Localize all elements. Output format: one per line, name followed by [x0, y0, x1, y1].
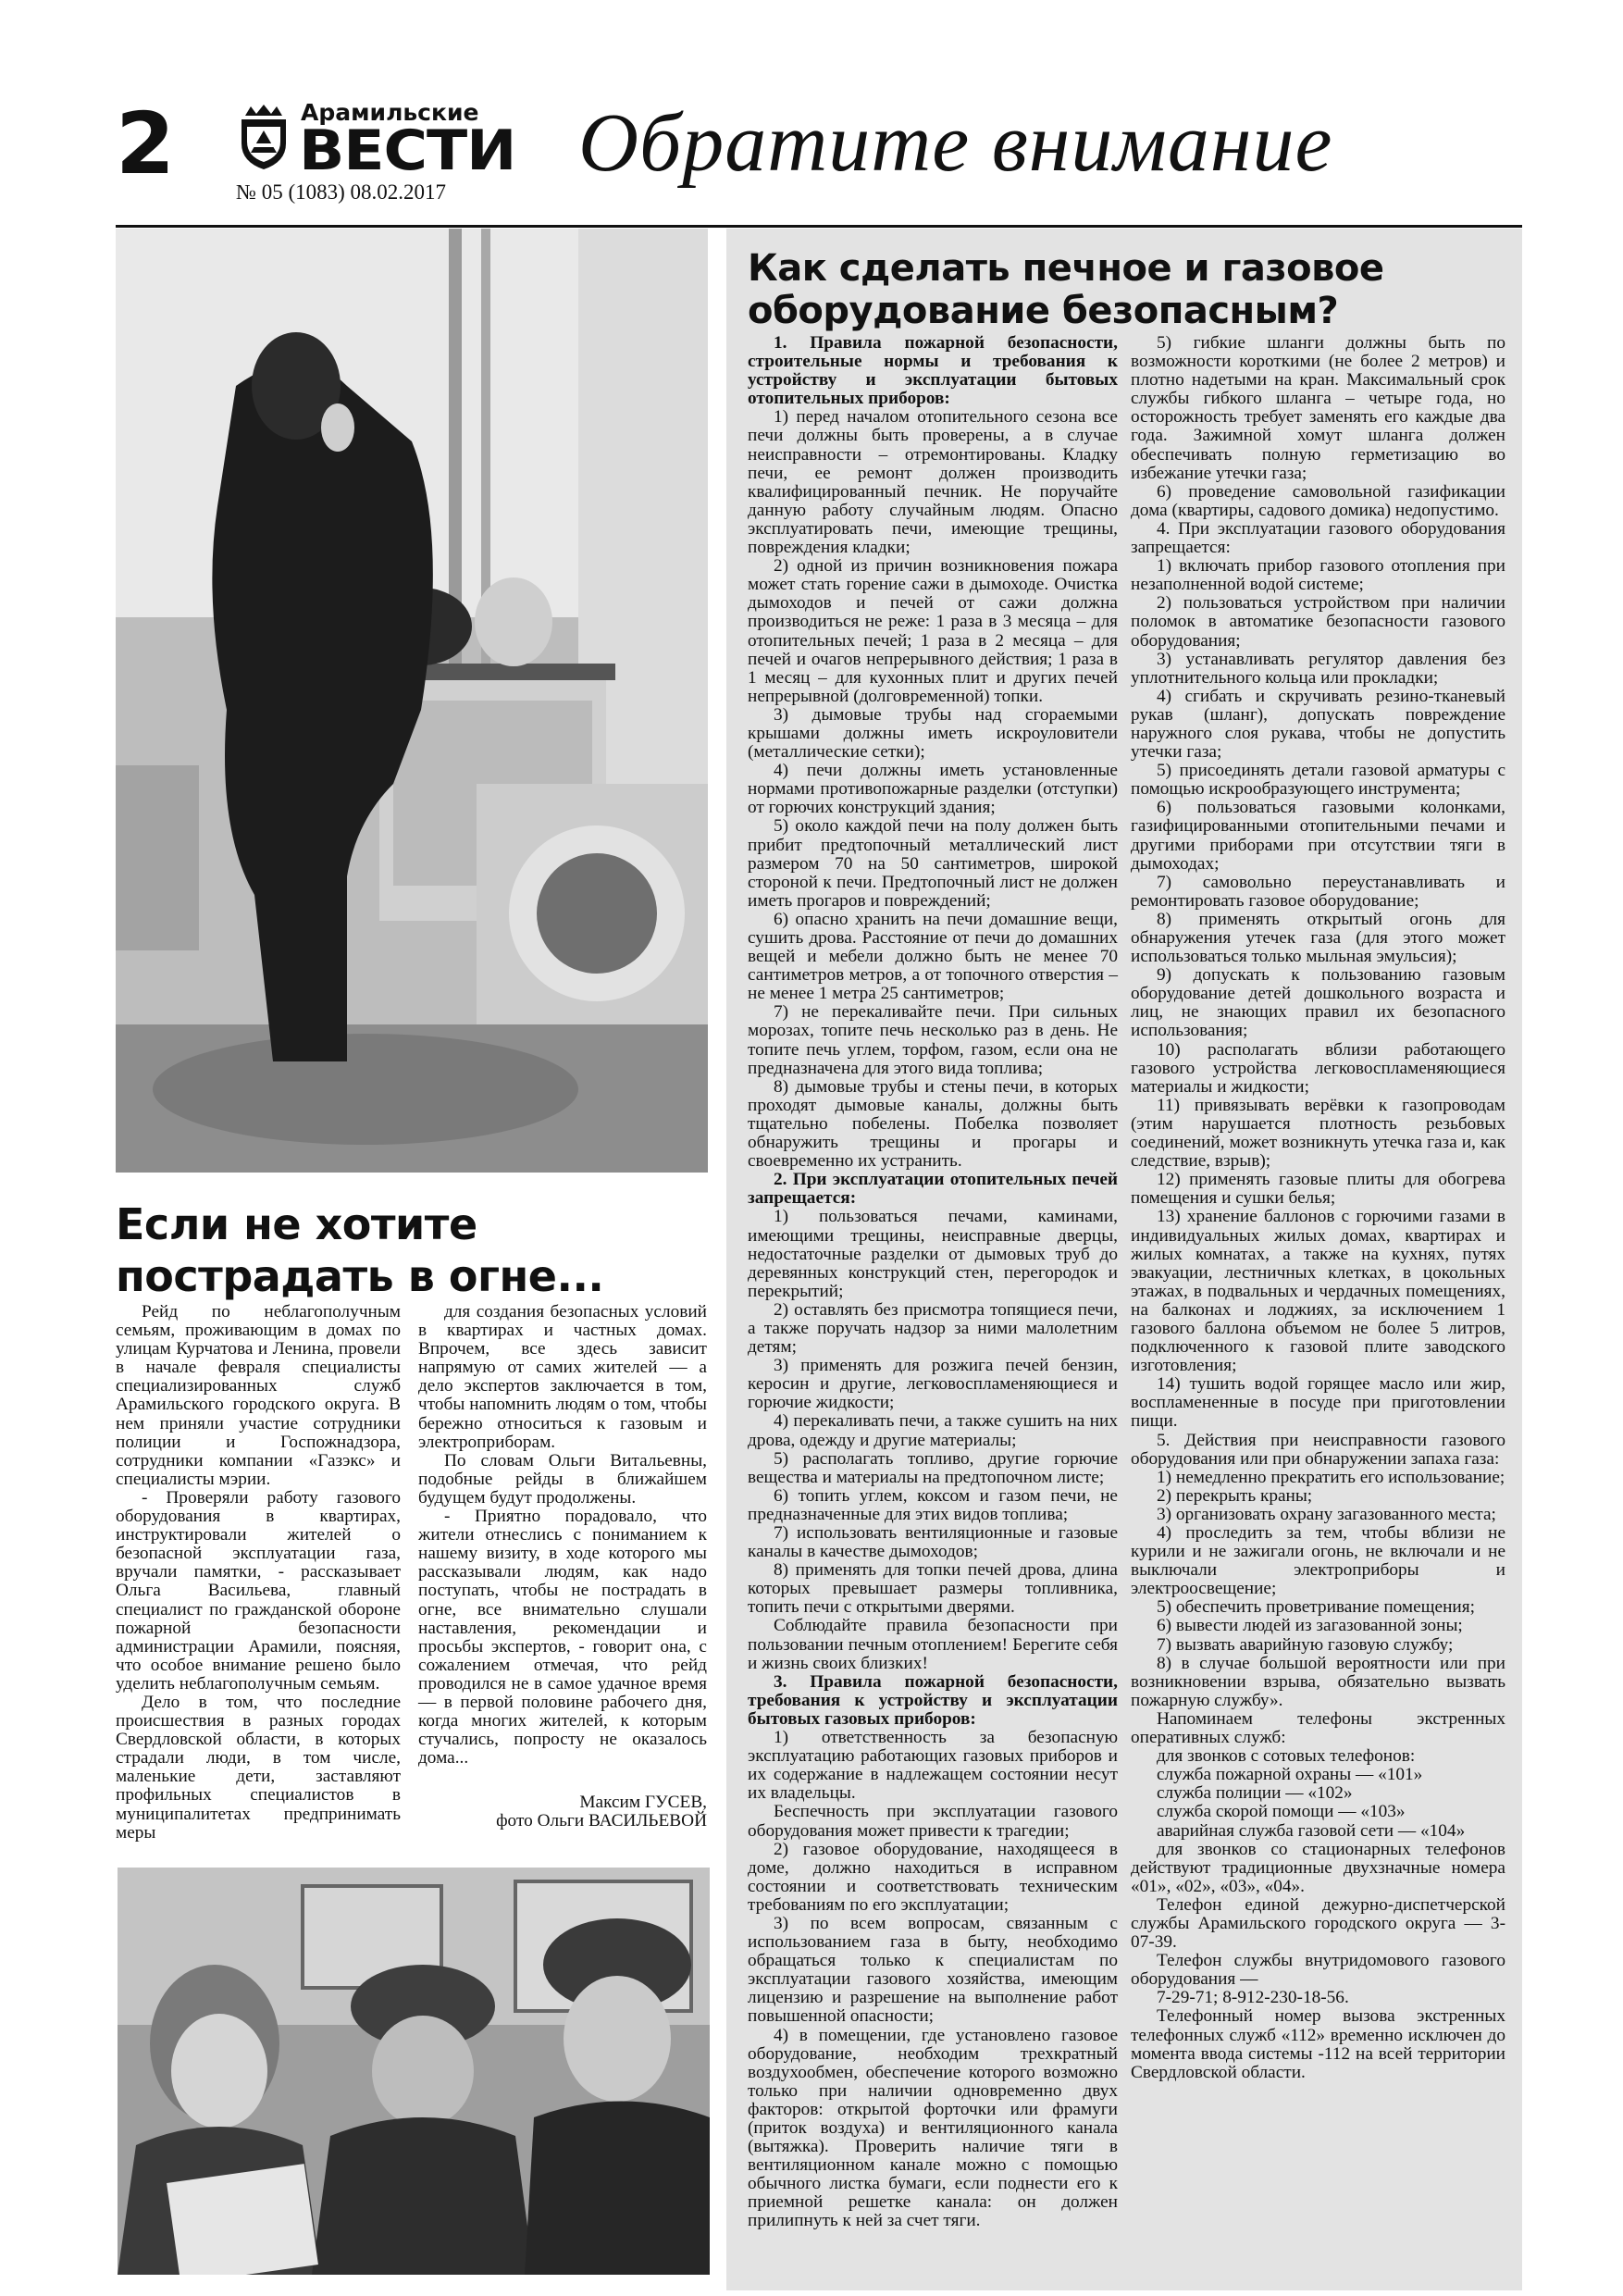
- section-heading: 1. Правила пожарной безопасности, строительные нормы и требования к устройству и эксплуатации бытовых отопительных приборов:: [748, 333, 1118, 409]
- list-item: 4) в помещении, где установлено газовое оборудование, необходим трехкратный воздухообмен, обеспечение которого возможно только при наличии одновременно двух факторов: открытой форточки или фрамуги (приток воздуха) и вентиляционного канала (вытяжка). Проверить наличие тяги в вентиляционном канале можно с помощью обычного листка бумаги, если поднести его к приемной решетке канала: он должен прилипнуть к ней за счет тяги.: [748, 2025, 1118, 2231]
- list-item: 2) одной из причин возникновения пожара может стать горение сажи в дымоходе. Очистка дымоходов и печей от сажи должна производиться не реже: 1 раза в 3 месяца – для отопительных печей; 1 раза в 2 месяца – для печей и очагов непрерывного действия; 1 раза в 1 месяц – для кухонных плит и других печей непрерывной (долговременной) топки.: [748, 556, 1118, 706]
- paragraph: Дело в том, что последние происшествия в разных городах Свердловской области, в которых страдали люди, в том числе, маленькие дети, заставляют профильных специалистов в муниципалитетах предпринимать меры: [116, 1692, 401, 1843]
- list-item: 3) применять для розжига печей бензин, керосин и другие, легковоспламеняющиеся и горючие жидкости;: [748, 1356, 1118, 1413]
- list-item: 7) вызвать аварийную газовую службу;: [1157, 1634, 1454, 1655]
- list-item: 12) применять газовые плиты для обогрева помещения и сушки белья;: [1131, 1170, 1505, 1209]
- paragraph: - Приятно порадовало, что жители отнеслись с пониманием к нашему визиту, в ходе которого мы рассказывали людям, как надо поступать, чтобы не пострадать в огне, все внимательно слушали наставления, рекомендации и просьбы экспертов, - говорит она, с сожалением отмечая, что рейд проводился не в самое удачное время — в первой половине рабочего дня, когда многих жителей, к которым стучались, попросту не оказалось дома...: [418, 1507, 707, 1769]
- list-item: 5) гибкие шланги должны быть по возможности короткими (не более 2 метров) и плотно надетыми на кран. Максимальный срок службы гибкого шланга – четыре года, но осторожность требует заменять его каждые два года. Зажимной хомут шланга должен обеспечивать полную герметизацию во избежание утечки газа;: [1131, 333, 1505, 483]
- left-article-column-1: [116, 1303, 401, 1843]
- list-item: 6) проведение самовольной газификации дома (квартиры, садового домика) недопустимо.: [1131, 481, 1505, 520]
- photo-credit: фото Ольги ВАСИЛЬЕВОЙ: [496, 1811, 707, 1831]
- list-item: 2) оставлять без присмотра топящиеся печи, а также поручать надзор за ними малолетним детям;: [748, 1299, 1118, 1358]
- paragraph: По словам Ольги Витальевны, подобные рейды в ближайшем будущем будут продолжены.: [418, 1450, 707, 1508]
- section-heading: 4. При эксплуатации газового оборудования запрещается:: [1131, 518, 1505, 558]
- list-item: 6) вывести людей из загазованной зоны;: [1157, 1616, 1463, 1636]
- list-item: 6) пользоваться газовыми колонками, газифицированными отопительными печами и другими приборами при отсутствии тяги в дымоходах;: [1131, 798, 1505, 874]
- list-item: 5) около каждой печи на полу должен быть прибит предтопочный металлический лист размером 70 на 50 сантиметров, широкой стороной к печи. Предтопочный лист не должен иметь прогаров и повреждений;: [748, 816, 1118, 911]
- phones-intro: для звонков с сотовых телефонов:: [1157, 1746, 1416, 1767]
- phone-gas: аварийная служба газовой сети — «104»: [1157, 1820, 1466, 1841]
- phone-fire: служба пожарной охраны — «101»: [1157, 1765, 1423, 1785]
- list-item: 4) сгибать и скручивать резино-тканевый рукав (шланг), допускать повреждение наружного слоя рукава, чтобы не допустить утечки газа;: [1131, 686, 1505, 763]
- left-article-column-2: [418, 1303, 707, 1831]
- right-article-title: [748, 247, 1506, 332]
- list-item: 8) применять открытый огонь для обнаружения утечек газа (для этого может использоваться только мыльная эмульсия);: [1131, 909, 1505, 967]
- note: Соблюдайте правила безопасности при пользовании печным отоплением! Берегите себя и жизнь своих близких!: [748, 1616, 1118, 1673]
- list-item: 8) дымовые трубы и стены печи, в которых проходят дымовые каналы, должны быть тщательно побелены. Побелка позволяет обнаружить трещины и прогары и своевременно их устранить.: [748, 1076, 1118, 1172]
- list-item: Беспечность при эксплуатации газового оборудования может привести к трагедии;: [748, 1802, 1118, 1841]
- list-item: 1) включать прибор газового отопления при незаполненной водой системе;: [1131, 556, 1505, 595]
- coat-of-arms-icon: [236, 103, 291, 171]
- list-item: 2) газовое оборудование, находящееся в доме, должно находиться в исправном состоянии и соответствовать техническим требованиям по его эксплуатации;: [748, 1839, 1118, 1915]
- right-article-column-1: [748, 334, 1118, 2231]
- list-item: 3) по всем вопросам, связанным с использованием газа в быту, необходимо обращаться только к специалистам по эксплуатации газового хозяйства, имеющим лицензию и разрешение на выполнение работ повышенной опасности;: [748, 1913, 1118, 2027]
- list-item: 7) использовать вентиляционные и газовые каналы в качестве дымоходов;: [748, 1523, 1118, 1562]
- list-item: 14) тушить водой горящее масло или жир, воспламененные в посуде при приготовлении пищи.: [1131, 1374, 1505, 1432]
- list-item: 1) перед началом отопительного сезона все печи должны быть проверены, а в случае неисправности – отремонтированы. Кладку печи, ее ремонт должен производить квалифицированный печник. Не поручайте данную работу случайным людям. Опасно эксплуатировать печи, имеющие трещины, повреждения кладки;: [748, 407, 1118, 558]
- list-item: 1) ответственность за безопасную эксплуатацию работающих газовых приборов и их содержание в надлежащем состоянии несут их владельцы.: [748, 1728, 1118, 1804]
- left-article-title: [116, 1198, 717, 1302]
- paragraph: для звонков со стационарных телефонов действуют традиционные двухзначные номера «01», «02», «03», «04».: [1131, 1839, 1505, 1896]
- section-heading: 2. При эксплуатации отопительных печей запрещается:: [748, 1170, 1118, 1209]
- photo-man-at-stove: [116, 229, 708, 1173]
- right-article-title-line1: Как сделать печное и газовое: [748, 247, 1384, 290]
- list-item: 5) присоединять детали газовой арматуры с помощью искрообразующего инструмента;: [1131, 761, 1505, 800]
- list-item: 4) перекаливать печи, а также сушить на них дрова, одежду и другие материалы;: [748, 1411, 1118, 1450]
- section-heading: 3. Правила пожарной безопасности, требования к устройству и эксплуатации бытовых газовых приборов:: [748, 1671, 1118, 1729]
- author-signature: Максим ГУСЕВ,: [579, 1793, 707, 1813]
- list-item: 8) применять для топки печей дрова, длина которых превышает размеры топливника, топить печи с открытыми дверями.: [748, 1560, 1118, 1618]
- list-item: 7) самовольно переустанавливать и ремонтировать газовое оборудование;: [1131, 872, 1505, 911]
- section-heading: 5. Действия при неисправности газового оборудования или при обнаружении запаха газа:: [1131, 1430, 1505, 1469]
- list-item: 4) проследить за тем, чтобы вблизи не курили и не зажигали огонь, не включали и не выключали электроприборы и электроосвещение;: [1131, 1523, 1505, 1599]
- paragraph: Телефон службы внутридомового газового оборудования —: [1131, 1951, 1505, 1990]
- list-item: 3) дымовые трубы над сгораемыми крышами должны иметь искроуловители (металлические сетки);: [748, 704, 1118, 763]
- paragraph: Рейд по неблагополучным семьям, проживающим в домах по улицам Курчатова и Ленина, провели в начале февраля специалисты специализированных служб Арамильского городского округа. В нем приняли участие сотрудники полиции и Госпожнадзора, сотрудники компании «Газэкс» и специалисты мэрии.: [116, 1302, 401, 1489]
- list-item: 1) немедленно прекратить его использование;: [1157, 1467, 1505, 1487]
- section-title: Обратите внимание: [578, 97, 1333, 189]
- issue-number-date: № 05 (1083) 08.02.2017: [236, 180, 447, 204]
- list-item: 10) располагать вблизи работающего газового устройства легковоспламеняющиеся материалы и жидкости;: [1131, 1039, 1505, 1097]
- list-item: 7) не перекаливайте печи. При сильных морозах, топите печь несколько раз в день. Не топите печь углем, торфом, газом, если она не предназначена для этого вида топлива;: [748, 1002, 1118, 1078]
- left-article-title-line2: пострадать в огне...: [116, 1251, 604, 1301]
- list-item: 3) организовать охрану загазованного места;: [1157, 1504, 1496, 1524]
- right-article-column-2: [1131, 334, 1505, 2082]
- paragraph: - Проверяли работу газового оборудования в квартирах, инструктировали жителей о безопасной эксплуатации газа, вручали памятки, - рассказывает Ольга Васильева, главный специалист по гражданской обороне пожарной безопасности администрации Арамили, поясняя, что особое внимание решено было уделить неблагополучным семьям.: [116, 1487, 401, 1694]
- list-item: 1) пользоваться печами, каминами, имеющими трещины, неисправные дверцы, недостаточные разделки от дымовых труб до деревянных конструкций стен, перегородок и перекрытий;: [748, 1207, 1118, 1301]
- list-item: 3) устанавливать регулятор давления без уплотнительного кольца или прокладки;: [1131, 649, 1505, 688]
- list-item: 5) располагать топливо, другие горючие вещества и материалы на предтопочном листе;: [748, 1448, 1118, 1487]
- paragraph: Телефонный номер вызова экстренных телефонных служб «112» временно исключен до момента ввода системы -112 на всей территории Свердловской области.: [1131, 2006, 1505, 2082]
- list-item: 9) допускать к пользованию газовым оборудование детей дошкольного возраста и лиц, не знающих правил их безопасного использования;: [1131, 965, 1505, 1041]
- photo-illustration: [118, 1868, 710, 2275]
- paragraph: для создания безопасных условий в квартирах и частных домах. Впрочем, все здесь зависит напрямую от самих жителей — а дело экспертов заключается в том, чтобы напомнить людям о том, чтобы бережно относиться к газовым и электроприборам.: [418, 1302, 707, 1452]
- left-article-title-line1: Если не хотите: [116, 1199, 477, 1249]
- phone-police: служба полиции — «102»: [1157, 1783, 1353, 1804]
- phone-ambulance: служба скорой помощи — «103»: [1157, 1802, 1406, 1822]
- list-item: 13) хранение баллонов с горючими газами в индивидуальных жилых домах, квартирах и жилых комнатах, а также на кухнях, путях эвакуации, лестничных клетках, в цокольных этажах, в подвальных и чердачных помещениях, на балконах и лоджиях, за исключением 1 газового баллона объемом не более 5 литров, подключенного к газовой плите заводского изготовления;: [1131, 1207, 1505, 1376]
- list-item: 2) перекрыть краны;: [1157, 1485, 1313, 1506]
- list-item: 6) опасно хранить на печи домашние вещи, сушить дрова. Расстояние от печи до домашних вещей и мебели должно быть не менее 70 сантиметров метров, а от топочного отверстия – не менее 1 метра 25 сантиметров;: [748, 909, 1118, 1004]
- page-number: 2: [116, 94, 176, 193]
- photo-raid-officers: [118, 1868, 710, 2275]
- list-item: Напоминаем телефоны экстренных оперативных служб:: [1131, 1708, 1505, 1748]
- list-item: 8) в случае большой вероятности или при возникновении взрыва, обязательно вызвать пожарную службу».: [1131, 1653, 1505, 1710]
- logo-main-word: ВЕСТИ: [299, 118, 516, 183]
- header-rule: [116, 225, 1522, 228]
- logo-top-word: Арамильские: [301, 99, 479, 126]
- list-item: 11) привязывать верёвки к газопроводам (этим нарушается плотность резьбовых соединений, может возникнуть утечка газа и, как следствие, взрыв);: [1131, 1095, 1505, 1172]
- list-item: 6) топить углем, коксом и газом печи, не предназначенные для этих видов топлива;: [748, 1485, 1118, 1524]
- photo-illustration: [116, 229, 708, 1173]
- list-item: 2) пользоваться устройством при наличии поломок в автоматике безопасности газового оборудования;: [1131, 593, 1505, 651]
- right-article-title-line2: оборудование безопасным?: [748, 290, 1339, 332]
- list-item: 4) печи должны иметь установленные нормами противопожарные разделки (отступки) от горючих конструкций здания;: [748, 761, 1118, 818]
- paragraph: 7-29-71; 8-912-230-18-56.: [1157, 1988, 1349, 2008]
- list-item: 5) обеспечить проветривание помещения;: [1157, 1597, 1475, 1618]
- paragraph: Телефон единой дежурно-диспетчерской службы Арамильского городского округа — 3-07-39.: [1131, 1894, 1505, 1953]
